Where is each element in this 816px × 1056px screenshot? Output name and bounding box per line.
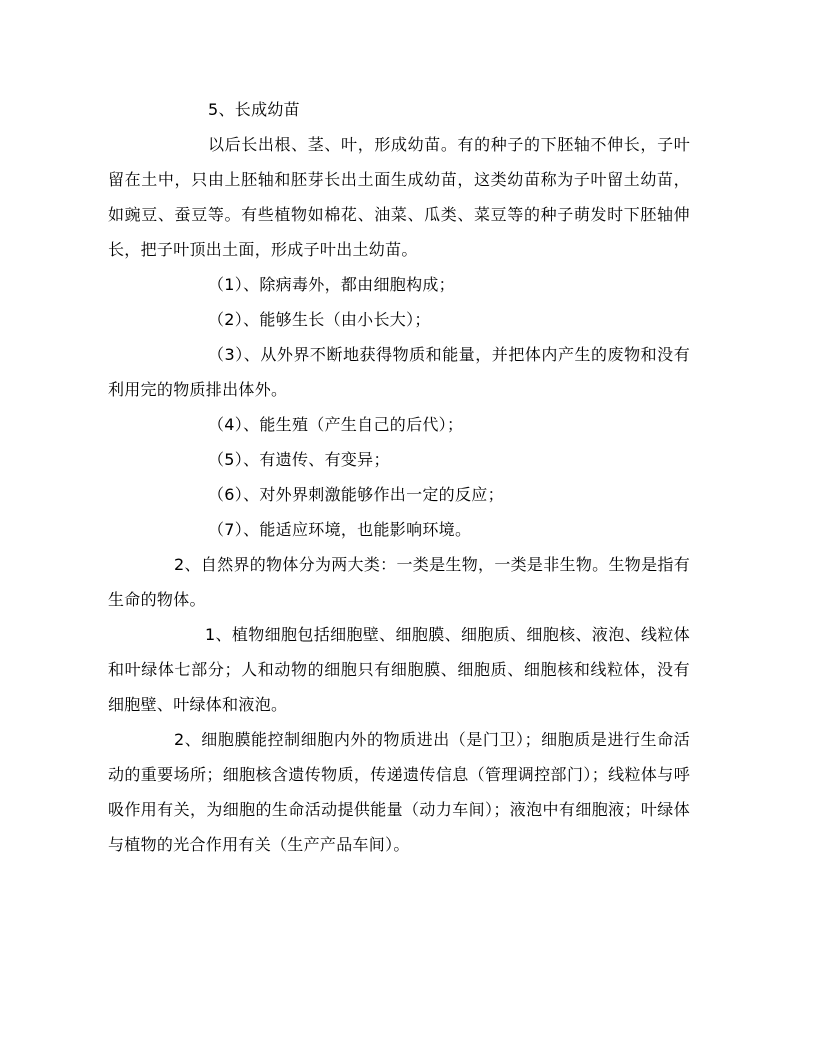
paragraph-living-things: 2、自然界的物体分为两大类：一类是生物，一类是非生物。生物是指有生命的物体。 [108,555,690,609]
list-item-4: （4）、能生殖（产生自己的后代）； [208,415,464,434]
list-item-6: （6）、对外界刺激能够作出一定的反应； [208,485,504,504]
list-item-7: （7）、能适应环境，也能影响环境。 [208,520,472,539]
list-item-3: （3）、从外界不断地获得物质和能量，并把体内产生的废物和没有利用完的物质排出体外。 [108,345,690,399]
paragraph-seedling-types: 以后长出根、茎、叶，形成幼苗。有的种子的下胚轴不伸长，子叶留在土中，只由上胚轴和胚芽长出土面生成幼苗，这类幼苗称为子叶留土幼苗，如豌豆、蚕豆等。有些植物如棉花、油菜、瓜类、菜豆等的种子萌发时下胚轴伸长，把子叶顶出土面，形成子叶出土幼苗。 [108,135,690,259]
heading-grow-seedling: 5、长成幼苗 [208,100,300,119]
document-body [108,92,690,862]
paragraph-cell-structure: 1、植物细胞包括细胞壁、细胞膜、细胞质、细胞核、液泡、线粒体和叶绿体七部分；人和动物的细胞只有细胞膜、细胞质、细胞核和线粒体，没有细胞壁、叶绿体和液泡。 [108,625,690,714]
list-item-1: （1）、除病毒外，都由细胞构成； [208,275,455,294]
paragraph-cell-functions: 2、细胞膜能控制细胞内外的物质进出（是门卫）；细胞质是进行生命活动的重要场所；细胞核含遗传物质，传递遗传信息（管理调控部门）；线粒体与呼吸作用有关，为细胞的生命活动提供能量（动力车间）；液泡中有细胞液；叶绿体与植物的光合作用有关（生产产品车间）。 [108,730,690,854]
list-item-2: （2）、能够生长（由小长大）； [208,310,431,329]
list-item-5: （5）、有遗传、有变异； [208,450,390,469]
